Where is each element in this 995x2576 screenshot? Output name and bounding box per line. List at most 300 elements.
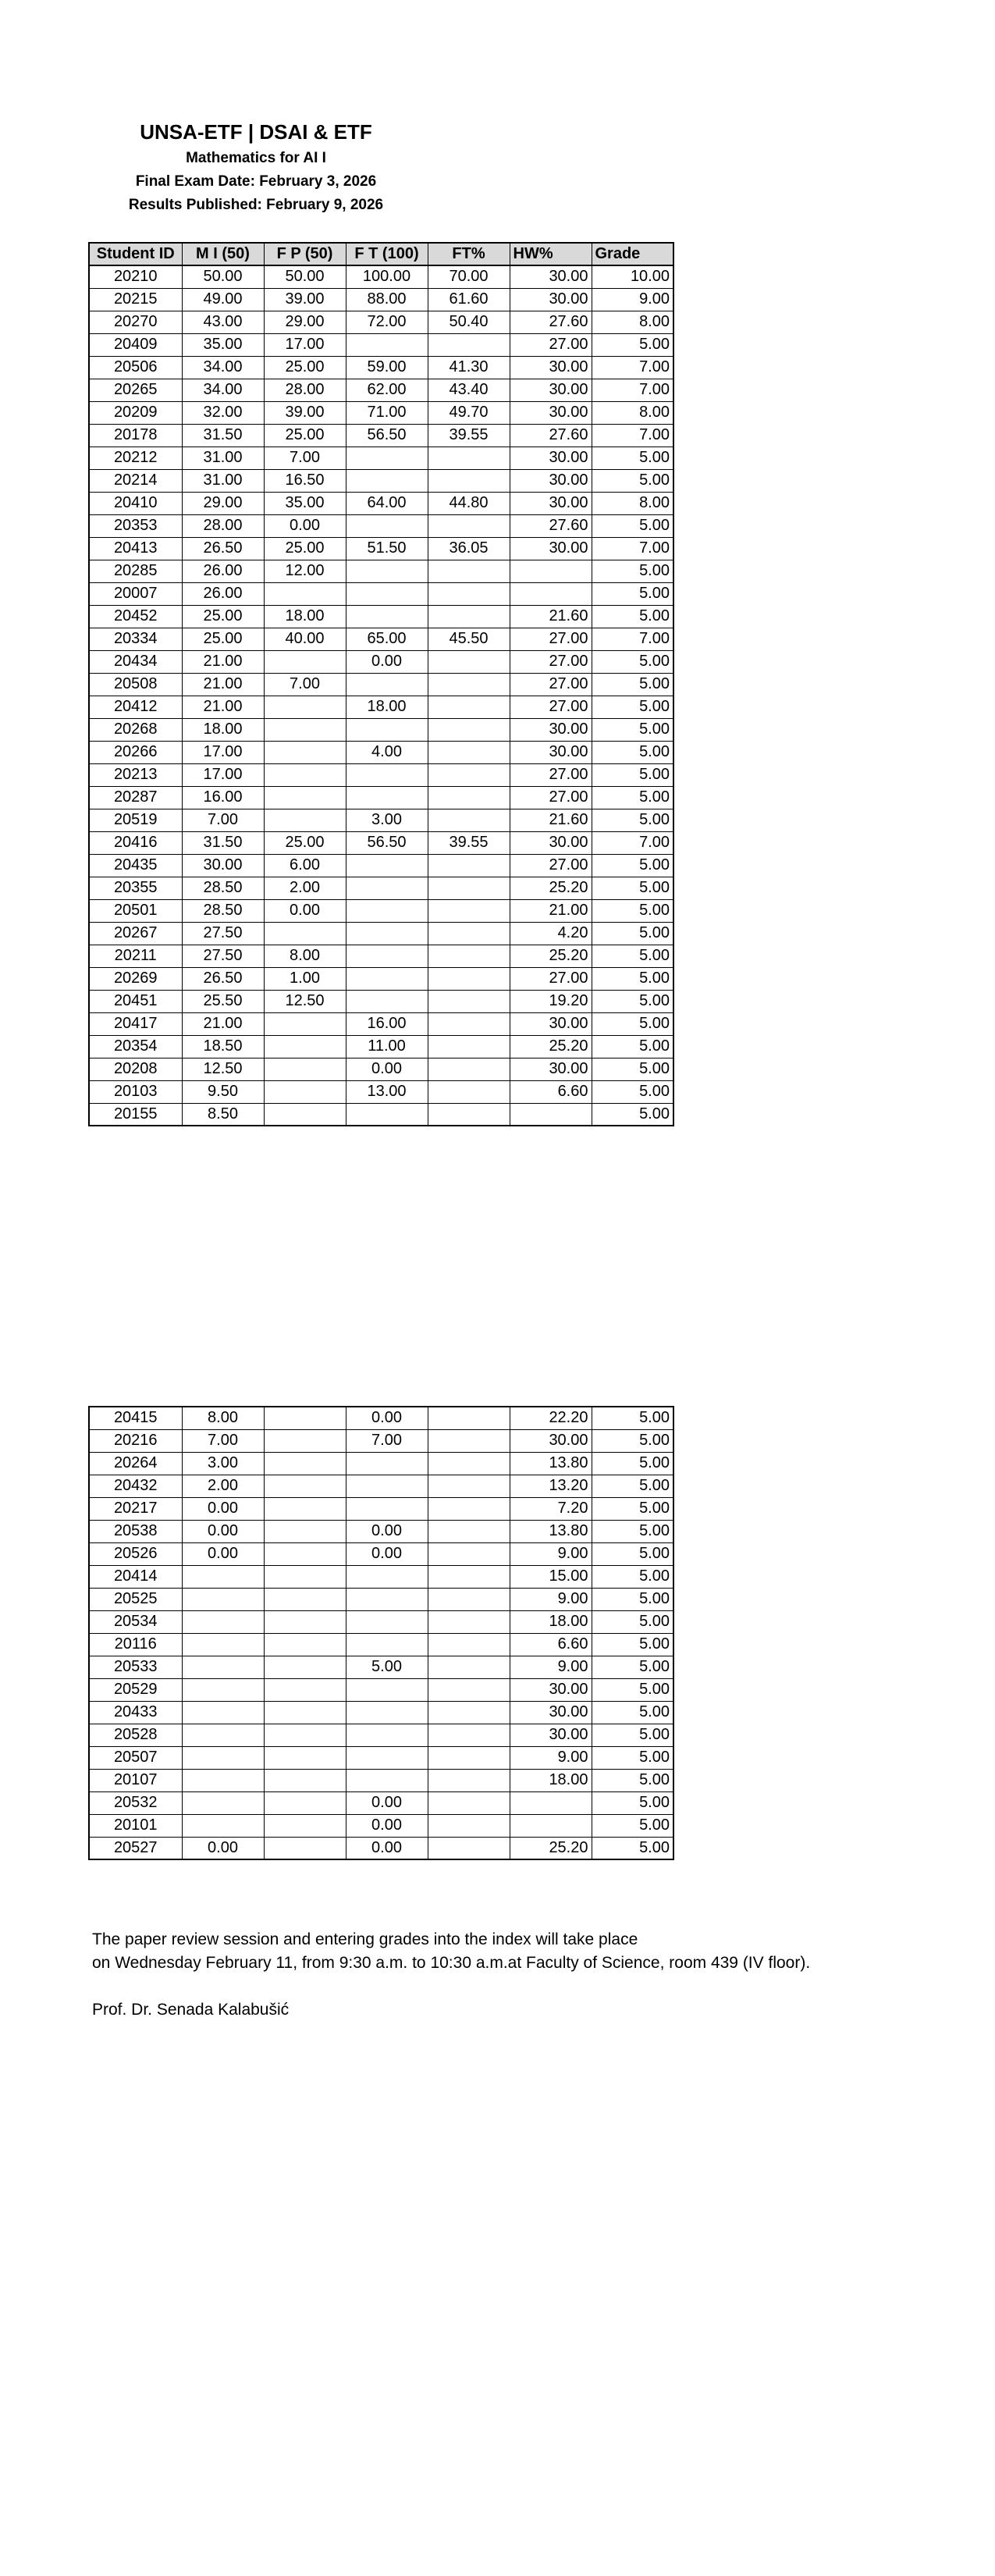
cell-student-id: 20265	[89, 379, 182, 401]
cell-grade: 5.00	[592, 469, 673, 492]
cell-final-percent	[428, 1724, 510, 1746]
cell-final-problems	[264, 922, 346, 945]
cell-final-percent: 39.55	[428, 424, 510, 447]
cell-student-id: 20264	[89, 1452, 182, 1475]
cell-final-percent: 44.80	[428, 492, 510, 514]
cell-final-percent	[428, 673, 510, 696]
table-row	[89, 945, 673, 967]
cell-midterm: 26.50	[182, 537, 264, 560]
grades-table-body-part1	[89, 265, 673, 1126]
table-row	[89, 967, 673, 990]
cell-final-problems	[264, 696, 346, 718]
cell-midterm: 28.50	[182, 899, 264, 922]
cell-final-total	[346, 899, 428, 922]
cell-grade: 5.00	[592, 854, 673, 877]
cell-student-id: 20527	[89, 1837, 182, 1859]
table-row	[89, 831, 673, 854]
cell-grade: 5.00	[592, 1633, 673, 1656]
cell-midterm: 8.00	[182, 1407, 264, 1429]
cell-homework-percent: 25.20	[510, 945, 592, 967]
cell-homework-percent: 21.00	[510, 899, 592, 922]
cell-final-percent	[428, 990, 510, 1012]
cell-grade: 5.00	[592, 560, 673, 582]
table-row	[89, 809, 673, 831]
table-row	[89, 1542, 673, 1565]
table-row	[89, 1724, 673, 1746]
cell-midterm: 21.00	[182, 1012, 264, 1035]
cell-student-id: 20435	[89, 854, 182, 877]
cell-midterm: 0.00	[182, 1520, 264, 1542]
cell-final-total	[346, 1452, 428, 1475]
cell-final-problems: 1.00	[264, 967, 346, 990]
cell-final-problems	[264, 786, 346, 809]
table-row	[89, 673, 673, 696]
table-row	[89, 650, 673, 673]
cell-final-percent: 41.30	[428, 356, 510, 379]
cell-student-id: 20416	[89, 831, 182, 854]
cell-grade: 5.00	[592, 741, 673, 763]
cell-final-problems: 17.00	[264, 333, 346, 356]
results-published-date: Results Published: February 9, 2026	[128, 197, 384, 213]
cell-homework-percent	[510, 582, 592, 605]
cell-final-problems: 25.00	[264, 831, 346, 854]
table-row	[89, 469, 673, 492]
cell-final-percent	[428, 1701, 510, 1724]
cell-midterm: 30.00	[182, 854, 264, 877]
cell-homework-percent: 30.00	[510, 718, 592, 741]
cell-grade: 5.00	[592, 1701, 673, 1724]
cell-grade: 8.00	[592, 401, 673, 424]
cell-final-problems	[264, 1103, 346, 1126]
cell-final-total	[346, 763, 428, 786]
cell-final-problems: 8.00	[264, 945, 346, 967]
cell-grade: 5.00	[592, 945, 673, 967]
cell-grade: 5.00	[592, 650, 673, 673]
notice-line-1: The paper review session and entering grades into the index will take place	[92, 1930, 638, 1948]
cell-midterm: 50.00	[182, 265, 264, 288]
cell-midterm: 21.00	[182, 673, 264, 696]
cell-final-total: 62.00	[346, 379, 428, 401]
cell-final-problems: 2.00	[264, 877, 346, 899]
cell-student-id: 20210	[89, 265, 182, 288]
cell-student-id: 20354	[89, 1035, 182, 1058]
cell-student-id: 20101	[89, 1814, 182, 1837]
cell-final-total: 18.00	[346, 696, 428, 718]
cell-final-percent	[428, 1588, 510, 1610]
cell-final-problems: 7.00	[264, 447, 346, 469]
cell-midterm: 35.00	[182, 333, 264, 356]
cell-final-problems	[264, 1080, 346, 1103]
cell-midterm	[182, 1610, 264, 1633]
cell-homework-percent: 25.20	[510, 1837, 592, 1859]
cell-final-total	[346, 945, 428, 967]
cell-grade: 5.00	[592, 877, 673, 899]
cell-final-percent	[428, 1058, 510, 1080]
cell-grade: 5.00	[592, 1497, 673, 1520]
cell-final-problems: 18.00	[264, 605, 346, 628]
table-row	[89, 1429, 673, 1452]
cell-final-problems	[264, 763, 346, 786]
cell-midterm: 26.00	[182, 560, 264, 582]
cell-midterm: 0.00	[182, 1497, 264, 1520]
cell-homework-percent: 30.00	[510, 1429, 592, 1452]
cell-homework-percent: 6.60	[510, 1633, 592, 1656]
column-header-grade: Grade	[592, 243, 673, 265]
cell-final-percent	[428, 1610, 510, 1633]
cell-final-percent	[428, 447, 510, 469]
cell-final-problems	[264, 1837, 346, 1859]
cell-final-percent	[428, 1497, 510, 1520]
cell-grade: 5.00	[592, 673, 673, 696]
cell-final-total: 56.50	[346, 424, 428, 447]
cell-final-total: 64.00	[346, 492, 428, 514]
cell-grade: 5.00	[592, 1429, 673, 1452]
cell-homework-percent: 30.00	[510, 288, 592, 311]
table-row	[89, 1610, 673, 1633]
cell-student-id: 20155	[89, 1103, 182, 1126]
cell-midterm: 49.00	[182, 288, 264, 311]
cell-student-id: 20534	[89, 1610, 182, 1633]
cell-final-total: 65.00	[346, 628, 428, 650]
cell-final-problems	[264, 1520, 346, 1542]
cell-homework-percent: 30.00	[510, 379, 592, 401]
cell-grade: 5.00	[592, 333, 673, 356]
cell-final-problems	[264, 1814, 346, 1837]
cell-final-total	[346, 514, 428, 537]
cell-final-total: 0.00	[346, 1520, 428, 1542]
cell-student-id: 20267	[89, 922, 182, 945]
table-row	[89, 990, 673, 1012]
cell-final-total: 88.00	[346, 288, 428, 311]
cell-student-id: 20451	[89, 990, 182, 1012]
cell-final-total: 0.00	[346, 1407, 428, 1429]
cell-grade: 7.00	[592, 379, 673, 401]
cell-student-id: 20433	[89, 1701, 182, 1724]
cell-final-problems	[264, 1542, 346, 1565]
cell-final-percent	[428, 582, 510, 605]
cell-midterm: 17.00	[182, 763, 264, 786]
cell-homework-percent: 30.00	[510, 469, 592, 492]
cell-midterm: 21.00	[182, 650, 264, 673]
cell-final-percent: 49.70	[428, 401, 510, 424]
cell-homework-percent: 27.00	[510, 673, 592, 696]
cell-grade: 10.00	[592, 265, 673, 288]
table-row	[89, 356, 673, 379]
cell-final-problems	[264, 1035, 346, 1058]
cell-final-percent: 45.50	[428, 628, 510, 650]
cell-final-problems: 39.00	[264, 288, 346, 311]
cell-student-id: 20334	[89, 628, 182, 650]
cell-final-total	[346, 1103, 428, 1126]
cell-final-problems	[264, 1678, 346, 1701]
cell-final-percent	[428, 1769, 510, 1791]
cell-student-id: 20412	[89, 696, 182, 718]
cell-midterm: 16.00	[182, 786, 264, 809]
cell-final-percent	[428, 514, 510, 537]
cell-final-percent	[428, 1520, 510, 1542]
cell-midterm: 0.00	[182, 1837, 264, 1859]
cell-final-problems	[264, 1407, 346, 1429]
table-row	[89, 265, 673, 288]
table-row	[89, 1452, 673, 1475]
cell-homework-percent: 30.00	[510, 401, 592, 424]
cell-final-problems: 0.00	[264, 514, 346, 537]
cell-final-total: 59.00	[346, 356, 428, 379]
column-header-final-problems: F P (50)	[264, 243, 346, 265]
cell-homework-percent: 27.00	[510, 854, 592, 877]
cell-student-id: 20538	[89, 1520, 182, 1542]
cell-grade: 5.00	[592, 1452, 673, 1475]
cell-final-problems	[264, 650, 346, 673]
cell-final-percent	[428, 560, 510, 582]
cell-midterm: 28.00	[182, 514, 264, 537]
cell-homework-percent: 9.00	[510, 1746, 592, 1769]
cell-midterm: 31.50	[182, 424, 264, 447]
cell-student-id: 20414	[89, 1565, 182, 1588]
notice-line-2: on Wednesday February 11, from 9:30 a.m. to 10:30 a.m.at Faculty of Science, room 439 (IV floor).	[92, 1954, 811, 1972]
cell-homework-percent: 30.00	[510, 1012, 592, 1035]
table-row	[89, 1769, 673, 1791]
cell-student-id: 20215	[89, 288, 182, 311]
cell-student-id: 20501	[89, 899, 182, 922]
cell-grade: 5.00	[592, 605, 673, 628]
table-row	[89, 379, 673, 401]
cell-grade: 8.00	[592, 311, 673, 333]
table-row	[89, 1701, 673, 1724]
cell-final-total	[346, 605, 428, 628]
cell-midterm: 27.50	[182, 945, 264, 967]
cell-final-total: 0.00	[346, 1814, 428, 1837]
cell-homework-percent: 4.20	[510, 922, 592, 945]
cell-final-percent: 61.60	[428, 288, 510, 311]
cell-final-total: 13.00	[346, 1080, 428, 1103]
cell-final-total	[346, 1565, 428, 1588]
cell-homework-percent: 27.00	[510, 333, 592, 356]
table-row	[89, 1791, 673, 1814]
cell-final-problems	[264, 809, 346, 831]
cell-homework-percent: 9.00	[510, 1588, 592, 1610]
cell-student-id: 20525	[89, 1588, 182, 1610]
grades-table-part2	[88, 1406, 674, 1860]
cell-final-total	[346, 333, 428, 356]
cell-homework-percent: 18.00	[510, 1769, 592, 1791]
cell-student-id: 20213	[89, 763, 182, 786]
cell-grade: 5.00	[592, 1475, 673, 1497]
cell-grade: 5.00	[592, 763, 673, 786]
cell-student-id: 20211	[89, 945, 182, 967]
table-row	[89, 1475, 673, 1497]
cell-final-total: 16.00	[346, 1012, 428, 1035]
table-row	[89, 605, 673, 628]
cell-final-problems	[264, 1791, 346, 1814]
cell-student-id: 20209	[89, 401, 182, 424]
cell-midterm	[182, 1588, 264, 1610]
table-row	[89, 311, 673, 333]
cell-final-total	[346, 967, 428, 990]
table-row	[89, 1837, 673, 1859]
cell-homework-percent: 27.00	[510, 786, 592, 809]
table-row	[89, 514, 673, 537]
cell-final-percent	[428, 854, 510, 877]
table-row	[89, 447, 673, 469]
cell-grade: 5.00	[592, 696, 673, 718]
cell-midterm: 26.00	[182, 582, 264, 605]
cell-final-problems: 35.00	[264, 492, 346, 514]
cell-final-problems: 39.00	[264, 401, 346, 424]
cell-grade: 5.00	[592, 1678, 673, 1701]
table-row	[89, 537, 673, 560]
cell-homework-percent: 30.00	[510, 1058, 592, 1080]
cell-student-id: 20434	[89, 650, 182, 673]
cell-grade: 5.00	[592, 899, 673, 922]
cell-final-total: 56.50	[346, 831, 428, 854]
cell-grade: 5.00	[592, 922, 673, 945]
cell-student-id: 20432	[89, 1475, 182, 1497]
cell-midterm: 31.00	[182, 447, 264, 469]
table-row	[89, 1678, 673, 1701]
cell-student-id: 20178	[89, 424, 182, 447]
column-header-homework-percent: HW%	[510, 243, 592, 265]
cell-final-total	[346, 1475, 428, 1497]
cell-final-total	[346, 990, 428, 1012]
cell-final-problems: 12.50	[264, 990, 346, 1012]
cell-grade: 5.00	[592, 1520, 673, 1542]
cell-final-total: 7.00	[346, 1429, 428, 1452]
table-row	[89, 1814, 673, 1837]
cell-final-total: 11.00	[346, 1035, 428, 1058]
cell-final-percent	[428, 899, 510, 922]
cell-final-percent	[428, 1633, 510, 1656]
cell-student-id: 20413	[89, 537, 182, 560]
cell-final-total	[346, 1588, 428, 1610]
cell-final-percent: 70.00	[428, 265, 510, 288]
cell-final-percent	[428, 1429, 510, 1452]
cell-grade: 5.00	[592, 1610, 673, 1633]
cell-final-total	[346, 447, 428, 469]
cell-final-problems	[264, 1565, 346, 1588]
cell-midterm	[182, 1701, 264, 1724]
cell-final-percent	[428, 922, 510, 945]
cell-final-percent	[428, 1080, 510, 1103]
cell-final-percent	[428, 1475, 510, 1497]
cell-student-id: 20116	[89, 1633, 182, 1656]
cell-grade: 5.00	[592, 990, 673, 1012]
cell-student-id: 20355	[89, 877, 182, 899]
table-row	[89, 492, 673, 514]
cell-final-problems: 12.00	[264, 560, 346, 582]
cell-homework-percent: 13.80	[510, 1520, 592, 1542]
cell-midterm: 17.00	[182, 741, 264, 763]
document-title: UNSA-ETF | DSAI & ETF	[140, 120, 372, 144]
cell-homework-percent: 30.00	[510, 1701, 592, 1724]
cell-midterm: 0.00	[182, 1542, 264, 1565]
review-session-notice	[92, 1928, 810, 2022]
cell-midterm: 18.00	[182, 718, 264, 741]
cell-final-total: 0.00	[346, 1058, 428, 1080]
cell-final-percent	[428, 763, 510, 786]
cell-student-id: 20452	[89, 605, 182, 628]
grades-table-body-part2	[89, 1407, 673, 1859]
cell-homework-percent: 7.20	[510, 1497, 592, 1520]
cell-homework-percent: 25.20	[510, 877, 592, 899]
table-row	[89, 877, 673, 899]
table-row	[89, 560, 673, 582]
cell-student-id: 20007	[89, 582, 182, 605]
cell-midterm: 7.00	[182, 809, 264, 831]
cell-student-id: 20212	[89, 447, 182, 469]
cell-grade: 7.00	[592, 831, 673, 854]
cell-student-id: 20529	[89, 1678, 182, 1701]
cell-midterm: 26.50	[182, 967, 264, 990]
cell-final-total: 0.00	[346, 1542, 428, 1565]
cell-final-problems: 16.50	[264, 469, 346, 492]
cell-final-percent	[428, 1814, 510, 1837]
cell-midterm: 29.00	[182, 492, 264, 514]
cell-grade: 5.00	[592, 1035, 673, 1058]
exam-date: Final Exam Date: February 3, 2026	[135, 173, 377, 190]
cell-grade: 5.00	[592, 1103, 673, 1126]
cell-homework-percent: 27.00	[510, 967, 592, 990]
cell-midterm	[182, 1791, 264, 1814]
cell-grade: 5.00	[592, 1724, 673, 1746]
cell-midterm	[182, 1565, 264, 1588]
cell-homework-percent: 30.00	[510, 741, 592, 763]
cell-final-problems	[264, 741, 346, 763]
cell-final-total: 0.00	[346, 650, 428, 673]
cell-homework-percent: 27.00	[510, 696, 592, 718]
cell-final-percent	[428, 650, 510, 673]
cell-final-total	[346, 718, 428, 741]
cell-homework-percent: 27.00	[510, 650, 592, 673]
cell-final-percent	[428, 945, 510, 967]
table-row	[89, 922, 673, 945]
cell-final-percent	[428, 1012, 510, 1035]
cell-midterm: 25.50	[182, 990, 264, 1012]
cell-midterm	[182, 1769, 264, 1791]
cell-final-total: 5.00	[346, 1656, 428, 1678]
cell-midterm: 25.00	[182, 605, 264, 628]
cell-homework-percent: 18.00	[510, 1610, 592, 1633]
cell-grade: 5.00	[592, 1080, 673, 1103]
cell-homework-percent	[510, 560, 592, 582]
cell-final-problems	[264, 1475, 346, 1497]
cell-homework-percent: 30.00	[510, 492, 592, 514]
cell-grade: 5.00	[592, 1769, 673, 1791]
cell-final-problems	[264, 1058, 346, 1080]
table-row	[89, 1035, 673, 1058]
table-row	[89, 1103, 673, 1126]
cell-homework-percent: 27.00	[510, 628, 592, 650]
cell-student-id: 20103	[89, 1080, 182, 1103]
table-row	[89, 1407, 673, 1429]
cell-midterm	[182, 1678, 264, 1701]
table-row	[89, 763, 673, 786]
table-row	[89, 288, 673, 311]
cell-student-id: 20208	[89, 1058, 182, 1080]
cell-final-problems: 50.00	[264, 265, 346, 288]
cell-homework-percent	[510, 1103, 592, 1126]
cell-final-problems	[264, 1656, 346, 1678]
cell-student-id: 20417	[89, 1012, 182, 1035]
course-name: Mathematics for AI I	[186, 150, 326, 166]
cell-homework-percent: 27.00	[510, 763, 592, 786]
cell-grade: 5.00	[592, 718, 673, 741]
cell-midterm	[182, 1724, 264, 1746]
cell-grade: 5.00	[592, 1542, 673, 1565]
cell-final-total: 0.00	[346, 1837, 428, 1859]
column-header-final-percent: FT%	[428, 243, 510, 265]
cell-grade: 7.00	[592, 356, 673, 379]
